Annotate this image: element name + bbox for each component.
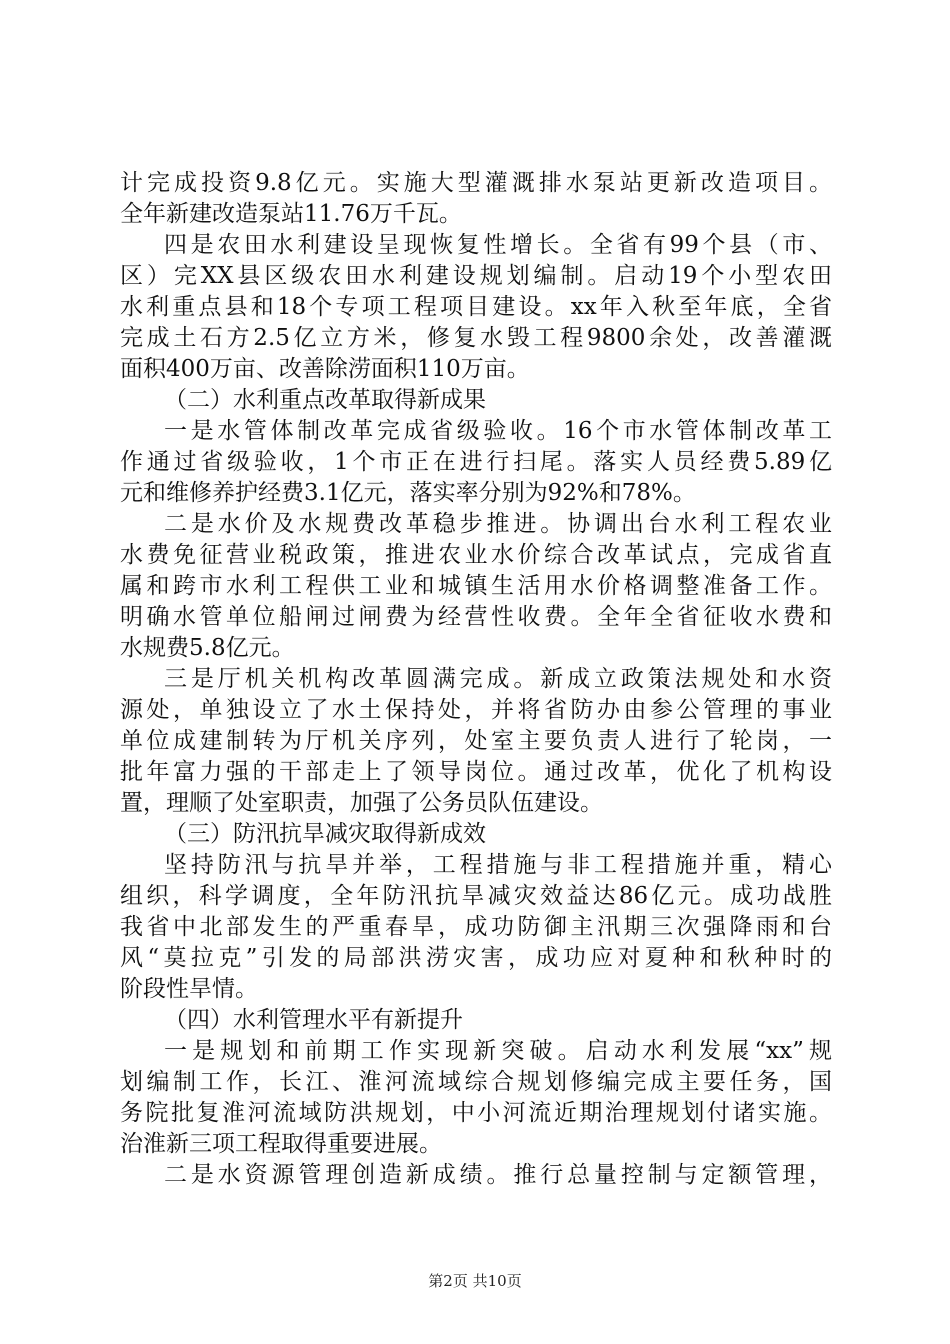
page-footer: 第2页 共10页 (428, 1272, 522, 1290)
text-line: 二是水资源管理创造新成绩。推行总量控制与定额管理， (164, 1162, 832, 1188)
text-line: 计完成投资9.8亿元。实施大型灌溉排水泵站更新改造项目。 (120, 170, 832, 196)
text-line: 阶段性旱情。 (120, 976, 258, 1002)
text-line: 元和维修养护经费3.1亿元，落实率分别为92%和78%。 (120, 480, 696, 506)
text-line: 单位成建制转为厅机关序列，处室主要负责人进行了轮岗，一 (120, 728, 832, 754)
text-line: 三是厅机关机构改革圆满完成。新成立政策法规处和水资 (164, 666, 832, 692)
text-line: 水利重点县和18个专项工程项目建设。xx年入秋至年底，全省 (120, 294, 832, 320)
text-line: 作通过省级验收，1个市正在进行扫尾。落实人员经费5.89亿 (120, 449, 832, 475)
text-line: 我省中北部发生的严重春旱，成功防御主汛期三次强降雨和台 (120, 914, 832, 940)
text-line: 水费免征营业税政策，推进农业水价综合改革试点，完成省直 (120, 542, 832, 568)
text-line: 组织，科学调度，全年防汛抗旱减灾效益达86亿元。成功战胜 (120, 883, 832, 909)
text-line: 风“莫拉克”引发的局部洪涝灾害，成功应对夏种和秋种时的 (120, 945, 832, 971)
text-line: 源处，单独设立了水土保持处，并将省防办由参公管理的事业 (120, 697, 832, 723)
text-line: 一是规划和前期工作实现新突破。启动水利发展“xx”规 (164, 1038, 832, 1064)
text-line: 区）完XX县区级农田水利建设规划编制。启动19个小型农田 (120, 263, 832, 289)
text-line: 全年新建改造泵站11.76万千瓦。 (120, 201, 462, 227)
section-heading: （二）水利重点改革取得新成果 (164, 387, 486, 413)
text-line: 划编制工作，长江、淮河流域综合规划修编完成主要任务，国 (120, 1069, 832, 1095)
text-line: 四是农田水利建设呈现恢复性增长。全省有99个县（市、 (164, 232, 832, 258)
section-heading: （三）防汛抗旱减灾取得新成效 (164, 821, 486, 847)
text-line: 属和跨市水利工程供工业和城镇生活用水价格调整准备工作。 (120, 573, 832, 599)
text-line: 务院批复淮河流域防洪规划，中小河流近期治理规划付诸实施。 (120, 1100, 832, 1126)
text-line: 置，理顺了处室职责，加强了公务员队伍建设。 (120, 790, 603, 816)
text-line: 坚持防汛与抗旱并举，工程措施与非工程措施并重，精心 (164, 852, 832, 878)
text-line: 批年富力强的干部走上了领导岗位。通过改革，优化了机构设 (120, 759, 832, 785)
section-heading: （四）水利管理水平有新提升 (164, 1007, 463, 1033)
text-line: 明确水管单位船闸过闸费为经营性收费。全年全省征收水费和 (120, 604, 832, 630)
text-line: 完成土石方2.5亿立方米，修复水毁工程9800余处，改善灌溉 (120, 325, 832, 351)
text-line: 治淮新三项工程取得重要进展。 (120, 1131, 442, 1157)
document-body (120, 168, 832, 1191)
text-line: 一是水管体制改革完成省级验收。16个市水管体制改革工 (164, 418, 832, 444)
text-line: 水规费5.8亿元。 (120, 635, 295, 661)
text-line: 二是水价及水规费改革稳步推进。协调出台水利工程农业 (164, 511, 832, 537)
text-line: 面积400万亩、改善除涝面积110万亩。 (120, 356, 530, 382)
